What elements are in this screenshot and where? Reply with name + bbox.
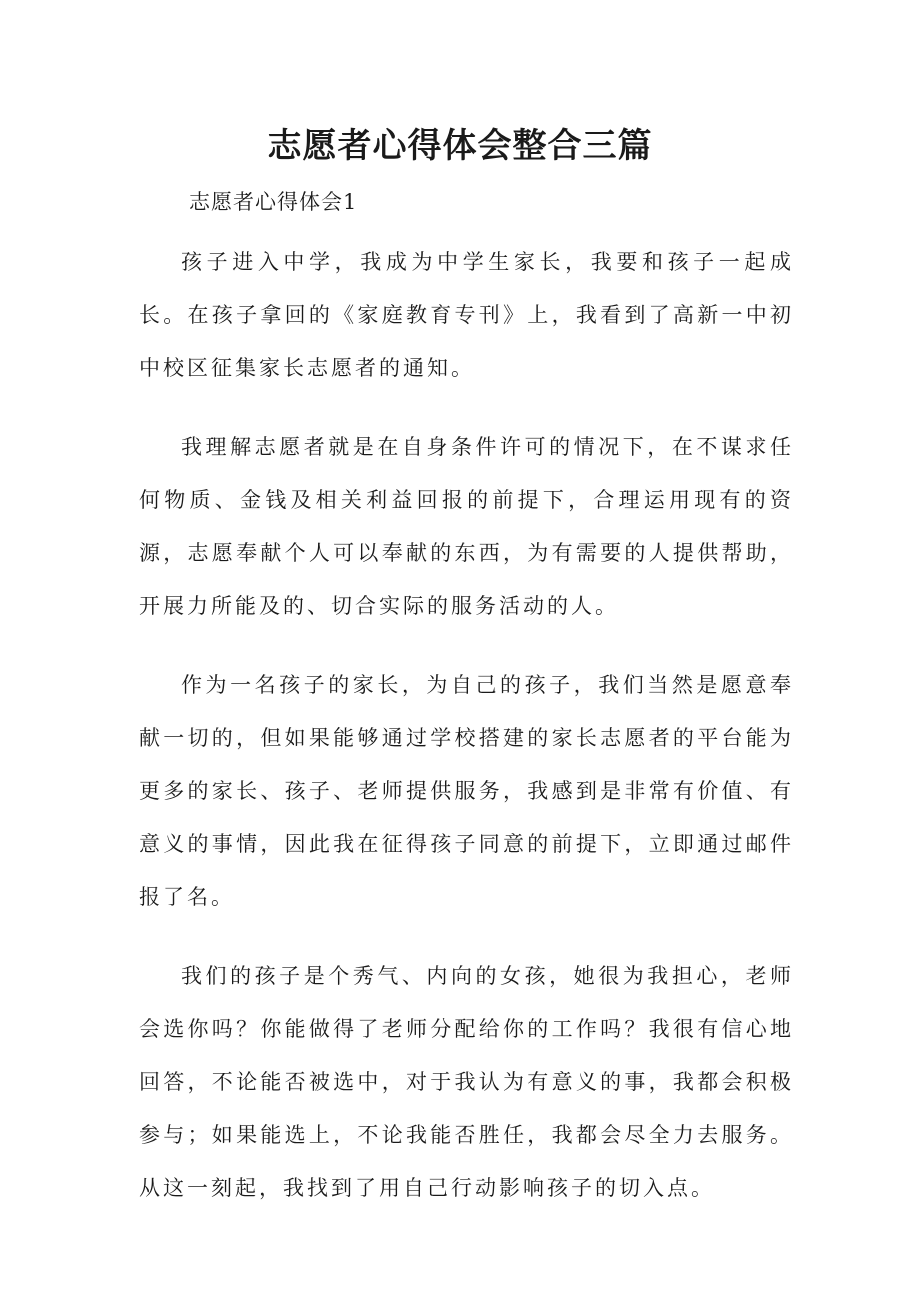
paragraph-3: 作为一名孩子的家长，为自己的孩子，我们当然是愿意奉献一切的，但如果能够通过学校搭建的家长志愿者的平台能为更多的家长、孩子、老师提供服务，我感到是非常有价值、有意义的事情，因此我在征得孩子同意的前提下，立即通过邮件报了名。	[139, 673, 794, 909]
paragraph-2: 我理解志愿者就是在自身条件许可的情况下，在不谋求任何物质、金钱及相关利益回报的前提下，合理运用现有的资源，志愿奉献个人可以奉献的东西，为有需要的人提供帮助，开展力所能及的、切合实际的服务活动的人。	[139, 435, 794, 618]
paragraph-1: 孩子进入中学，我成为中学生家长，我要和孩子一起成长。在孩子拿回的《家庭教育专刊》上，我看到了高新一中初中校区征集家长志愿者的通知。	[139, 250, 794, 380]
document-title: 志愿者心得体会整合三篇	[267, 126, 653, 166]
document-body	[139, 236, 794, 1241]
paragraph-4: 我们的孩子是个秀气、内向的女孩，她很为我担心，老师会选你吗？你能做得了老师分配给你的工作吗？我很有信心地回答，不论能否被选中，对于我认为有意义的事，我都会积极参与；如果能选上，不论我能否胜任，我都会尽全力去服务。从这一刻起，我找到了用自己行动影响孩子的切入点。	[139, 964, 794, 1200]
section-heading: 志愿者心得体会1	[189, 190, 358, 214]
